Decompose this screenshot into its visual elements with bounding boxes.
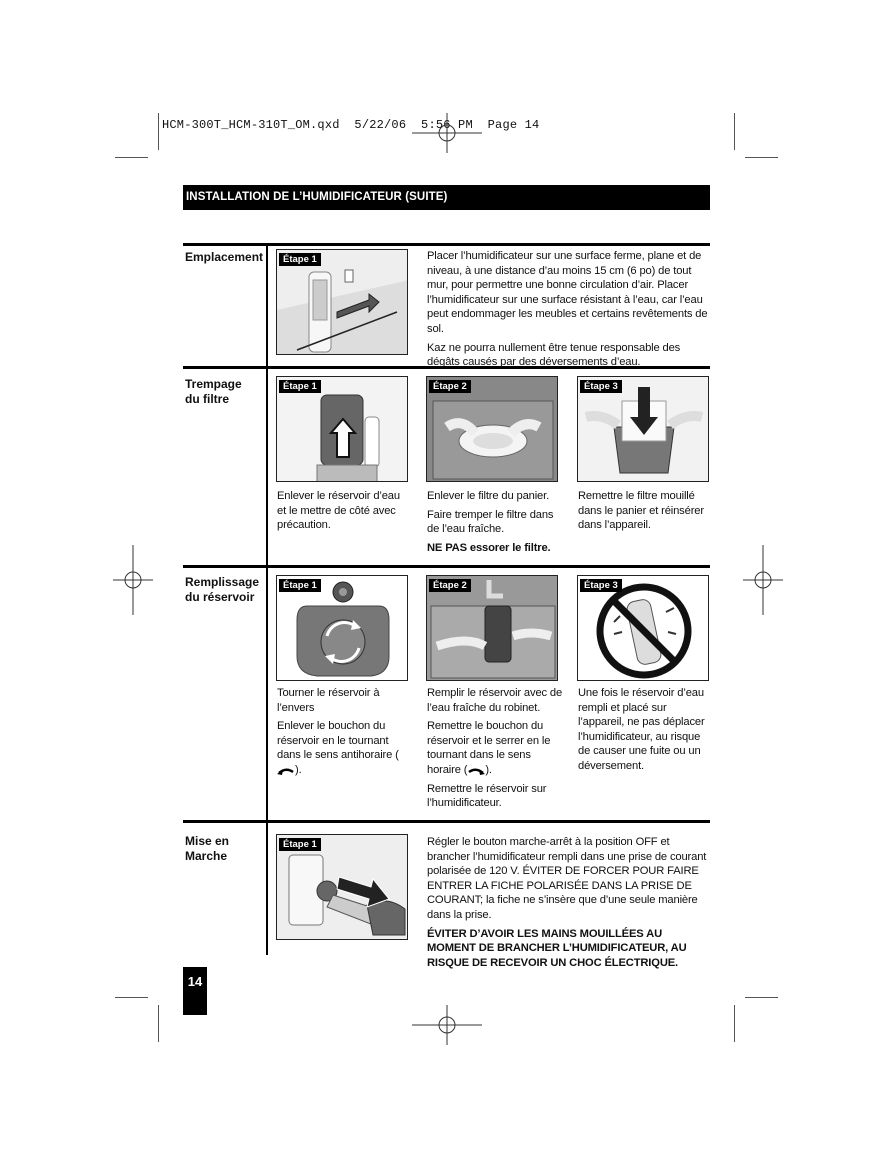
warning-paragraph: NE PAS essorer le filtre. [427,541,551,554]
trempage-step2-text [427,489,567,559]
column-divider [266,243,268,955]
paragraph: Enlever le filtre du panier. [427,490,550,502]
paragraph: Kaz ne pourra nullement être tenue responsable des dégâts causés par des déversements d’eau. [427,341,681,369]
paragraph-text-end: ). [295,763,302,776]
illustration-mise-step1 [276,834,408,940]
crop-mark [734,1005,735,1042]
remplissage-step2-text [427,686,567,815]
paragraph: Remettre le filtre mouillé dans le panier et réinsérer dans l’appareil. [578,490,704,532]
illustration-trempage-step2 [426,376,558,482]
label-line: Trempage [185,377,242,391]
crop-mark [115,997,148,998]
section-title-bar: INSTALLATION DE L’HUMIDIFICATEUR (SUITE) [183,185,710,210]
section-label-mise-en-marche [185,834,229,864]
step-badge: Étape 1 [279,253,321,266]
section-label-trempage [185,377,242,407]
crop-mark [745,997,778,998]
paragraph: Remplir le réservoir avec de l’eau fraîche du robinet. [427,687,563,714]
page-number: 14 [183,967,207,1015]
step-badge: Étape 3 [580,579,622,592]
counterclockwise-arrow-icon [277,766,295,775]
illustration-trempage-step3 [577,376,709,482]
file-slug: HCM-300T_HCM-310T_OM.qxd 5/22/06 5:56 PM Page 14 [162,118,540,132]
step-badge: Étape 2 [429,380,471,393]
crop-mark [734,113,735,150]
trempage-step3-text [578,489,710,537]
registration-mark-bottom [412,1005,482,1045]
illustration-remplissage-step3 [577,575,709,681]
section-label-remplissage [185,575,259,605]
illustration-trempage-step1 [276,376,408,482]
paragraph-text-end: ). [485,763,492,776]
label-line: du filtre [185,392,229,406]
clockwise-arrow-icon [467,766,485,775]
section-divider [183,243,710,246]
paragraph: Une fois le réservoir d’eau rempli et placé sur l’appareil, ne pas déplacer l’humidificateur, au risque de causer une fuite ou un déversement. [578,687,705,772]
step-badge: Étape 1 [279,380,321,393]
section-label-emplacement: Emplacement [185,250,264,264]
crop-mark [158,1005,159,1042]
crop-mark [158,113,159,150]
label-line: Mise en [185,834,230,848]
label-line: du réservoir [185,590,255,604]
crop-mark [115,157,148,158]
illustration-remplissage-step1 [276,575,408,681]
registration-mark-left [113,545,153,615]
paragraph: Remettre le réservoir sur l’humidificateur. [427,782,547,810]
remplissage-step1-text [277,686,413,782]
paragraph [427,719,567,777]
step-badge: Étape 1 [279,838,321,851]
step-badge: Étape 2 [429,579,471,592]
paragraph: Tourner le réservoir à l’envers [277,687,380,714]
step-badge: Étape 3 [580,380,622,393]
illustration-remplissage-step2 [426,575,558,681]
trempage-step1-text [277,489,409,537]
label-line: Remplissage [185,575,260,589]
label-line: Marche [185,849,228,863]
paragraph: Régler le bouton marche-arrêt à la position OFF et brancher l’humidificateur rempli dans une prise de courant polarisée de 120 V. ÉVITER DE FORCER POUR FAIRE ENTRER LA FICHE POLARISÉE DANS LA PRISE DE COURANT; la fiche ne s’insère que d’une seule manière dans la prise. [427,836,707,921]
paragraph-text: Remettre le bouchon du réservoir et le serrer en le tournant dans le sens horaire ( [427,720,551,776]
section-divider [183,565,710,568]
step-badge: Étape 1 [279,579,321,592]
paragraph: Enlever le réservoir d’eau et le mettre de côté avec précaution. [277,490,400,532]
emplacement-text [427,249,711,374]
paragraph: Placer l’humidificateur sur une surface ferme, plane et de niveau, à une distance d’au moins 15 cm (6 po) de tout mur, pour permettre une bonne circulation d’air. Placer l’humidificateur sur une surface résistant à l’eau, car l’eau peut endommager les meubles et certains revêtements de sol. [427,250,708,335]
remplissage-step3-text [578,686,710,778]
section-divider [183,820,710,823]
paragraph: Faire tremper le filtre dans de l’eau fraîche. [427,508,554,536]
crop-mark [745,157,778,158]
registration-mark-right [743,545,783,615]
shock-warning: ÉVITER D’AVOIR LES MAINS MOUILLÉES AU MOMENT DE BRANCHER L’HUMIDIFICATEUR, AU RISQUE DE RECEVOIR UN CHOC ÉLECTRIQUE. [427,927,687,969]
illustration-emplacement-step1 [276,249,408,355]
mise-en-marche-text [427,835,711,974]
paragraph-text: Enlever le bouchon du réservoir en le tournant dans le sens antihoraire ( [277,720,399,762]
paragraph [277,719,413,777]
registration-mark-top [412,113,482,153]
